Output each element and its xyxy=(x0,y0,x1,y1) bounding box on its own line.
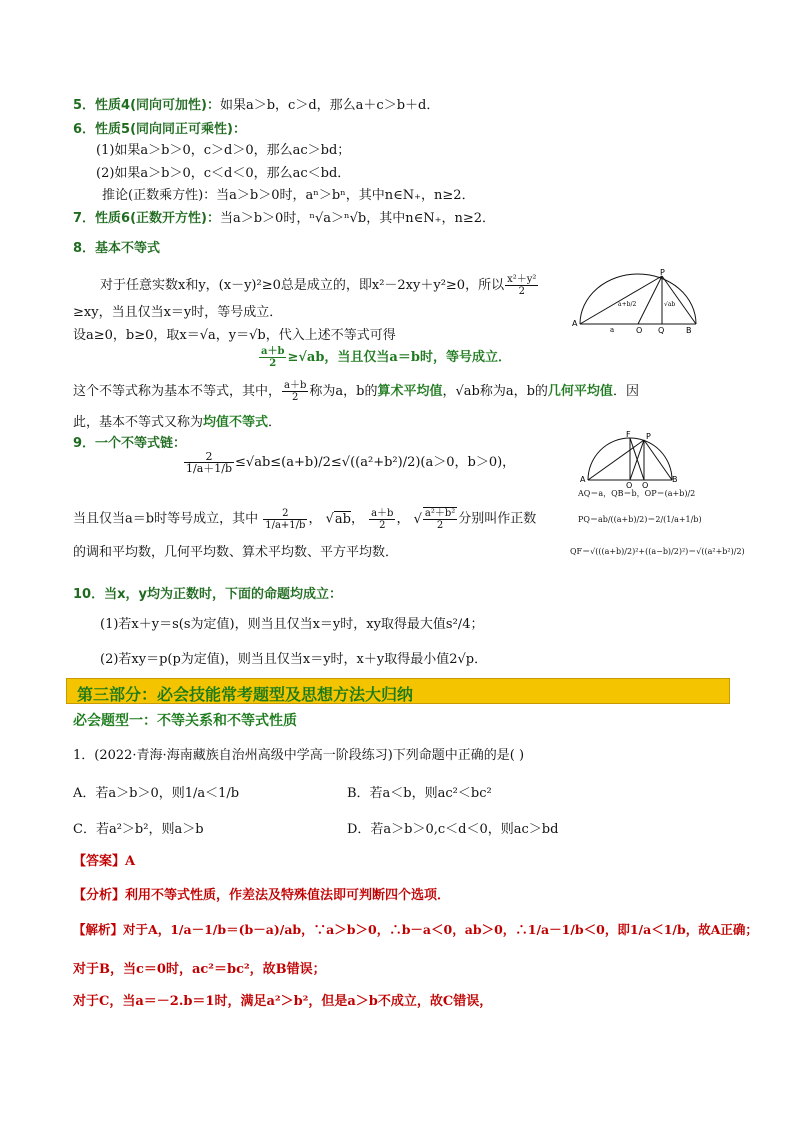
item-8-head: 8．基本不等式 xyxy=(73,241,161,256)
harmonic-mean-fraction: $\frac{2}{1/a+1/b}$ xyxy=(186,450,233,475)
analysis-text: 利用不等式性质，作差法及特殊值法即可判断四个选项． xyxy=(125,888,451,903)
ap-line xyxy=(588,440,644,480)
item-10-line-1: (1)若x＋y＝s(s为定值)，则当且仅当x＝y时，xy取得最大值s²/4； xyxy=(100,617,484,632)
frac-denominator: 2 xyxy=(269,358,277,369)
item-10-line-2: (2)若xy＝p(p为定值)，则当且仅当x＝y时，x＋y取得最小值2√p． xyxy=(100,652,488,667)
item-8-fraction-1 xyxy=(505,274,538,297)
item-8-fraction-3 xyxy=(282,380,308,403)
label-P: P xyxy=(660,268,665,277)
solution-l1: 对于A，1/a－1/b＝(b－a)/ab，∵a＞b＞0，∴b－a＜0，ab＞0，∴1/a－1/b＜0，即1/a＜1/b，故A正确； xyxy=(123,922,758,937)
pb-line xyxy=(644,440,672,480)
l2a: 当且仅当a＝b时等号成立，其中 xyxy=(73,511,259,527)
figure-2-caption-2: PQ＝ab/((a+b)/2)＝2/(1/a+1/b) xyxy=(578,515,702,524)
semicircle-figure-2 xyxy=(580,430,680,488)
item-7 xyxy=(73,207,495,226)
analysis-label: 【分析】 xyxy=(73,888,126,903)
question-stem: 1．(2022·青海·海南藏族自治州高级中学高一阶段练习)下列命题中正确的是( ) xyxy=(73,748,525,763)
l5a: 这个不等式称为基本不等式，其中， xyxy=(73,384,282,399)
item-9-chain xyxy=(183,451,515,474)
figure-2-caption-1: AQ＝a，QB＝b，OP＝(a+b)/2 xyxy=(578,489,696,498)
figure-2-caption-3: QF＝√(((a+b)/2)²+((a−b)/2)²)＝√((a²+b²)/2) xyxy=(570,547,745,556)
label-A: A xyxy=(580,475,586,484)
section-banner-title: 第三部分：必会技能常考题型及思想方法大归纳 xyxy=(77,685,414,704)
label-Q: Q xyxy=(642,481,649,488)
frac-numerator: a＋b xyxy=(261,346,285,357)
item-6-line-3: 推论(正数乘方性)：当a＞b＞0时，aⁿ＞bⁿ，其中n∈N₊，n≥2． xyxy=(102,188,475,203)
solution-line-3: 对于C，当a＝－2.b＝1时，满足a²＞b²，但是a＞b不成立，故C错误， xyxy=(73,994,493,1009)
item-8-line-1 xyxy=(100,274,539,297)
l5f: ．因 xyxy=(612,384,639,399)
option-a: A．若a＞b＞0，则1/a＜1/b xyxy=(73,786,240,801)
label-mean: a+b/2 xyxy=(618,301,637,308)
item-7-text: 当a＞b＞0时，ⁿ√a＞ⁿ√b，其中n∈N₊，n≥2． xyxy=(219,211,495,226)
label-B: B xyxy=(672,475,678,484)
analysis xyxy=(73,884,450,903)
chord-pb xyxy=(662,276,696,324)
item-8-line-4-text: ≥√ab，当且仅当a＝b时，等号成立． xyxy=(287,350,511,365)
frac-denominator: 2 xyxy=(518,286,525,297)
option-c: C．若a²＞b²，则a＞b xyxy=(73,822,204,837)
solution-line-1 xyxy=(73,920,758,938)
section-banner xyxy=(66,678,730,704)
option-d: D．若a＞b＞0,c＜d＜0，则ac＞bd xyxy=(347,822,559,837)
term-mean-inequality: 均值不等式 xyxy=(203,415,269,430)
item-8-fraction-2 xyxy=(259,346,286,369)
term-arithmetic-mean: 算术平均值 xyxy=(377,384,443,399)
harmonic-frac: $\frac{2}{1/a+1/b}$ xyxy=(265,507,306,531)
item-6-line-1: (1)如果a＞b＞0，c＞d＞0，那么ac＞bd； xyxy=(96,143,351,158)
l6c: ． xyxy=(268,415,282,430)
label-F: F xyxy=(626,430,631,439)
item-8-line-6 xyxy=(73,411,281,430)
frac-numerator: a＋b xyxy=(284,380,307,391)
frac-numerator: x²＋y² xyxy=(507,274,537,285)
question-type-title: 必会题型一：不等关系和不等式性质 xyxy=(73,713,297,729)
label-sqrt-ab: √ab xyxy=(664,301,676,308)
item-9-head: 9．一个不等式链： xyxy=(73,436,187,451)
label-Q: Q xyxy=(658,326,665,334)
arith-frac: $\frac{a+b}{2}$ xyxy=(371,507,394,531)
quad-sqrt: √ $\frac{\text{a²＋b²}}{2}$ xyxy=(413,508,456,531)
label-P: P xyxy=(646,432,651,441)
l5b: 称为a，b的 xyxy=(309,384,378,399)
l6a: 此，基本不等式又称为 xyxy=(73,415,204,430)
solution-label: 【解析】 xyxy=(73,922,124,937)
item-8-line-5 xyxy=(73,380,639,403)
label-O: O xyxy=(626,481,633,488)
solution-line-2: 对于B，当c＝0时，ac²＝bc²，故B错误； xyxy=(73,962,326,977)
item-6-head xyxy=(73,118,246,137)
item-7-head: 7．性质6(正数开方性)： xyxy=(73,211,220,226)
label-O: O xyxy=(636,326,643,334)
item-8-line-1-text: 对于任意实数x和y，(x－y)²≥0总是成立的，即x²－2xy＋y²≥0，所以 xyxy=(100,278,505,293)
item-10-head: 10．当x，y均为正数时，下面的命题均成立： xyxy=(73,587,342,602)
answer xyxy=(73,850,135,869)
geom-sqrt: √ab xyxy=(325,511,351,527)
item-5 xyxy=(73,94,439,113)
item-8-line-4 xyxy=(258,346,511,369)
item-6-line-2: (2)如果a＞b＞0，c＜d＜0，那么ac＜bd． xyxy=(96,166,351,181)
frac-denominator: 2 xyxy=(292,392,299,403)
answer-label: 【答案】 xyxy=(73,854,126,869)
item-5-head: 5．性质4(同向可加性)： xyxy=(73,98,220,113)
option-b: B．若a＜b，则ac²＜bc² xyxy=(347,786,492,801)
l2b: 分别叫作正数 xyxy=(458,511,537,527)
label-A: A xyxy=(572,319,578,328)
item-8-line-3: 设a≥0，b≥0，取x＝√a，y＝√b，代入上述不等式可得 xyxy=(73,328,396,343)
label-a: a xyxy=(610,326,615,334)
item-6-head-text: 6．性质5(同向同正可乘性)： xyxy=(73,122,246,137)
item-9-chain-text: ≤√ab≤(a+b)/2≤√((a²+b²)/2)(a＞0，b＞0)， xyxy=(235,455,516,470)
answer-value: A xyxy=(125,854,136,869)
label-B: B xyxy=(686,326,692,334)
l5d: ，√ab称为a，b的 xyxy=(442,384,548,399)
semicircle-figure-1 xyxy=(570,268,700,334)
term-geometric-mean: 几何平均值 xyxy=(547,384,613,399)
item-8-line-2: ≥xy，当且仅当x＝y时，等号成立． xyxy=(73,305,283,320)
item-9-line-3: 的调和平均数，几何平均数、算术平均数、平方平均数． xyxy=(73,545,399,560)
item-5-text: 如果a＞b，c＞d，那么a＋c＞b＋d． xyxy=(219,98,440,113)
item-9-line-2: 当且仅当a＝b时等号成立，其中 $\frac{2}{1/a+1/b}$ ， √ab， $\frac{a+b}{2}$ ， √ $\frac{\text{a²＋b²}}{2}$ 分别叫作正数 xyxy=(73,507,537,531)
